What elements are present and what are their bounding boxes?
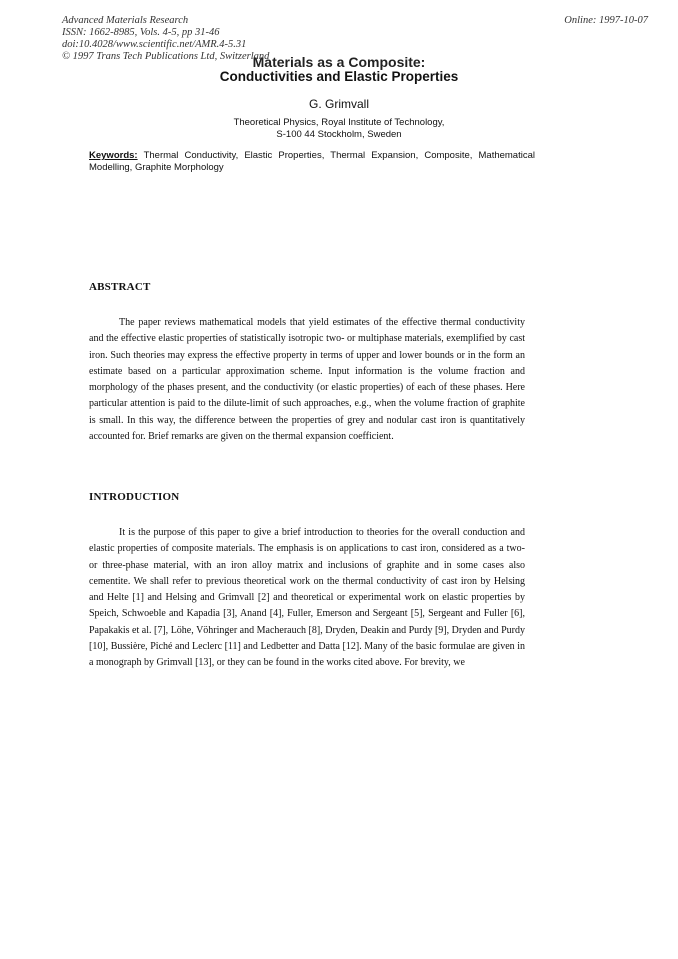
paper-title: Conductivities and Elastic Properties (219, 69, 459, 84)
keywords-text: Thermal Conductivity, Elastic Properties, Thermal Expansion, Composite, Mathematical Modelling, Graphite Morphology (89, 150, 535, 173)
introduction-heading: INTRODUCTION (89, 491, 180, 503)
abstract-heading: ABSTRACT (89, 281, 151, 293)
journal-name: Advanced Materials Research (62, 15, 189, 26)
issn-line: ISSN: 1662-8985, Vols. 4-5, pp 31-46 (62, 27, 220, 38)
doi-line: doi:10.4028/www.scientific.net/AMR.4-5.31 (62, 39, 247, 50)
online-date: Online: 1997-10-07 (564, 15, 648, 26)
introduction-text: It is the purpose of this paper to give a brief introduction to theories for the overall conduction and elastic properties of composite materials. The emphasis is on applications to cast iron, considered as a two- or three-phase material, with an iron alloy matrix and inclusions of graphite and in some cases also cementite. We shall refer to previous theoretical work on the thermal conductivity of cast iron by Helsing and Helte [1] and Helsing and Grimvall [2] and theoretical or experimental work on elastic properties by Speich, Schwoeble and Kapadia [3], Anand [4], Fuller, Emerson and Sergeant [5], Sergeant and Fuller [6], Papakakis et al. [7], Löhe, Vöhringer and Macherauch [8], Dryden, Deakin and Purdy [9], Dryden and Purdy [10], Bussière, Piché and Leclerc [11] and Ledbetter and Datta [12]. Many of the basic formulae are given in a monograph by Grimvall [13], or they can be found in the works cited above. For brevity, we (89, 527, 525, 669)
abstract-text: The paper reviews mathematical models that yield estimates of the effective thermal conductivity and the effective elastic properties of statistically isotropic two- or multiphase materials, exemplified by cast iron. Such theories may express the effective property in terms of upper and lower bounds or in the form an estimate based on a particular approximation scheme. Input information is the volume fraction and morphology of the phases present, and the conductivity (or elastic properties) of each of these phases. Here particular attention is paid to the dilute-limit of such approaches, e.g., when the volume fraction of graphite is small. In this way, the difference between the properties of grey and nodular cast iron is quantitatively accounted for. Brief remarks are given on the thermal expansion coefficient. (89, 317, 525, 443)
copyright-line: © 1997 Trans Tech Publications Ltd, Switzerland (62, 51, 270, 62)
title-cut-line (0, 54, 678, 70)
author: G. Grimvall (309, 97, 369, 111)
title-cut-text: Materials as a Composite: (252, 54, 426, 70)
affiliation (0, 117, 678, 140)
keywords-label: Keywords: (89, 150, 138, 161)
affiliation-line-2: S-100 44 Stockholm, Sweden (276, 128, 402, 140)
keywords (89, 150, 535, 173)
affiliation-line-1: Theoretical Physics, Royal Institute of Technology, (233, 117, 445, 128)
